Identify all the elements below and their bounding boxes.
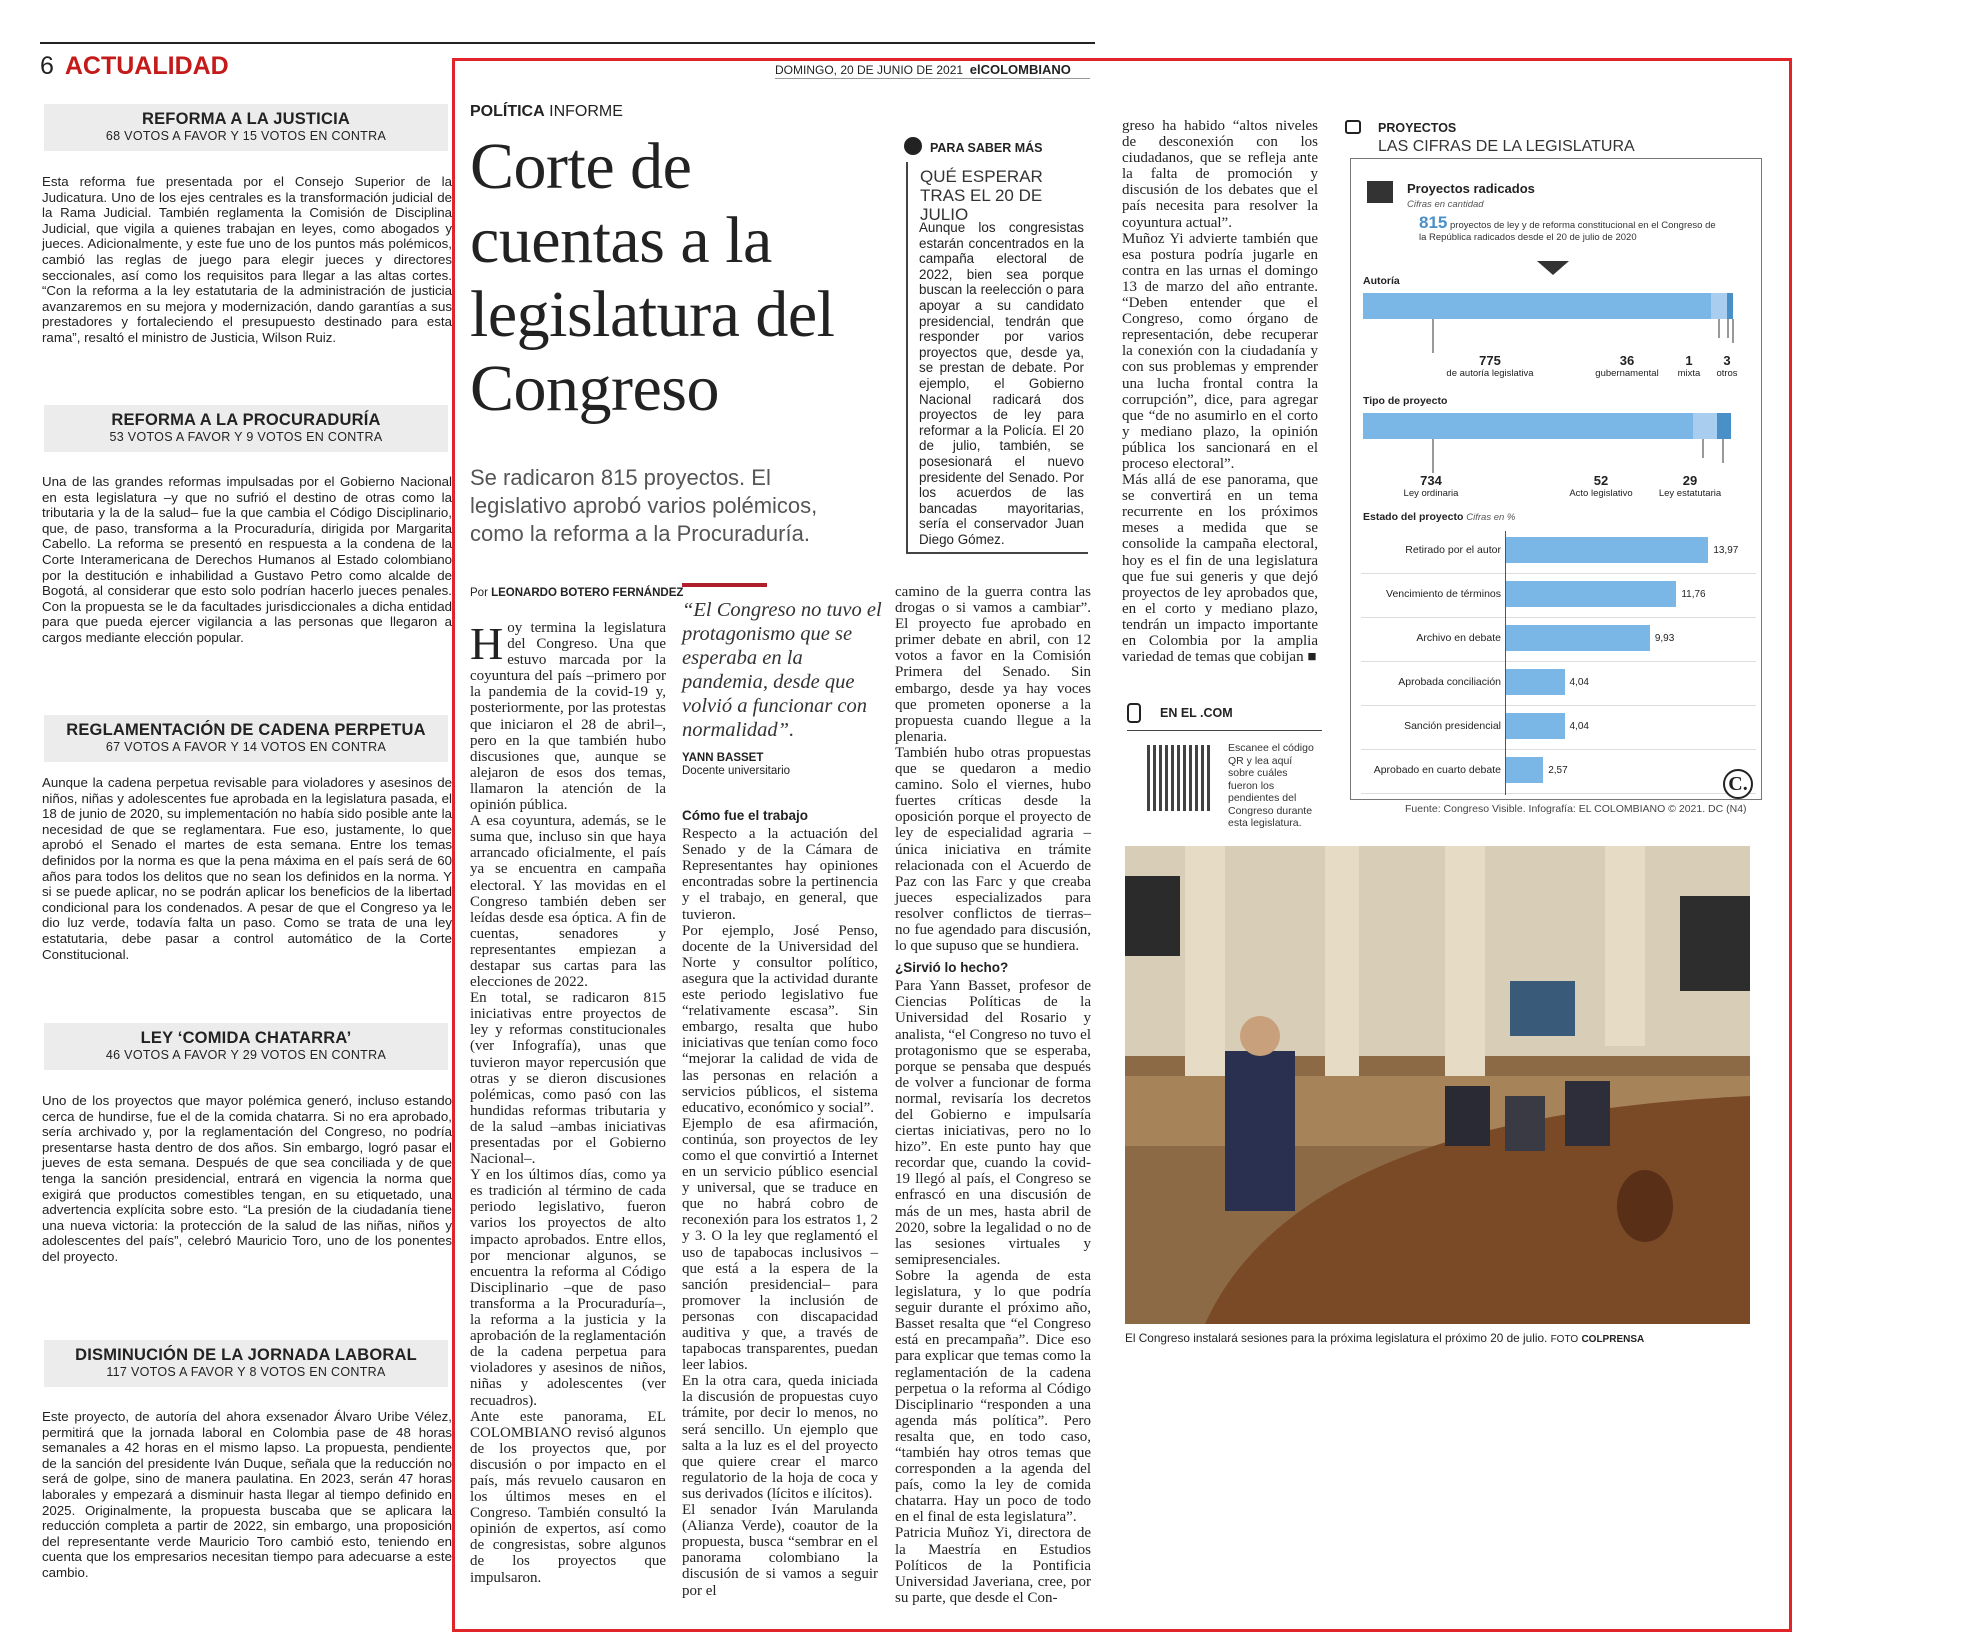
- paper-prefix: el: [969, 62, 981, 77]
- tipo-value: 29: [1682, 473, 1698, 488]
- box-text: Aunque la cadena perpetua revisable para violadores y asesinos de niños, niñas y adolescentes fue aprobada en la legislatura pasada, el 18 de junio de 2020, su implementación no había sido posible ante la necesidad de que se reglamentara. Fue eso, justamente, lo que aprobó el Senado el martes de esta semana. Entre los temas definidos por la norma es que la pena máxima en el país será de 60 años para todos los delitos que no sean los definidos en la norma. Y si se puede aplicar, no se podrán aplicar los beneficios de la libertad condicional para los condenados. A pesar de que el Congreso ya le dio luz verde, todavía falta un paso. Como se trata de una ley estatutaria, debe pasar a control automático de la Corte Constitucional.: [42, 775, 452, 962]
- tipo-item: [1647, 473, 1733, 499]
- bar-row-separator: [1361, 573, 1756, 574]
- autoria-item: [1671, 353, 1707, 379]
- column-text: Para Yann Basset, profesor de Ciencias Políticas de la Universidad del Rosario y analista, “el Congreso no tuvo el protagonismo que se esperaba, porque se pensaba que después de volver a funcionar de forma normal, revisaría los decretos del Gobierno e impulsaría ciertas iniciativas, pero no lo hizo”. En este punto hay que recordar que, cuando la covid-19 llegó al país, el Congreso se enfrascó en una discusión de más de un mes, hasta abril de 2020, sobre la legalidad o no de las sesiones virtuales y semipresenciales. Sobre la agenda de esta legislatura, y lo que podría seguir durante el próximo año, Basset resalta que “el Congreso está en precampaña”. Dice eso para explicar que temas como la reglamentación de la cadena perpetua o la reforma al Código Disciplinario “responden a una agenda más política”. Pero resalta que, en todo caso, “también hay otros temas que corresponden a la agenda del país, como la ley de comida chatarra. Hay un poco de todo en el final de esta legislatura”. Patricia Muñoz Yi, directora de la Maestría en Estudios Políticos de la Pontificia Universidad Javeriana, cree, por su parte, que desde el Con-: [895, 978, 1091, 1606]
- bar-value-label: 4,04: [1569, 677, 1589, 688]
- caption-text: El Congreso instalará sesiones para la próxima legislatura el próximo 20 de julio.: [1125, 1331, 1548, 1345]
- page-header: [40, 52, 229, 81]
- autoria-label: Autoría: [1363, 275, 1400, 287]
- autoria-value: 3: [1723, 353, 1731, 368]
- autoria-value: 36: [1619, 353, 1635, 368]
- autoria-item: [1587, 353, 1667, 379]
- box-title: REFORMA A LA PROCURADURÍA: [111, 411, 381, 429]
- autoria-label-text: de autoría legislativa: [1446, 368, 1534, 379]
- tipo-value: 734: [1420, 473, 1442, 488]
- body-column-4: [1122, 118, 1318, 665]
- paper-name: COLOMBIANO: [980, 62, 1071, 77]
- byline-author: LEONARDO BOTERO FERNÁNDEZ: [491, 587, 684, 599]
- chart-icon: [1345, 120, 1361, 134]
- estado-chart: [1351, 527, 1761, 777]
- box-title: LEY ‘COMIDA CHATARRA’: [140, 1029, 352, 1047]
- en-el-com-label: EN EL .COM: [1160, 706, 1233, 720]
- bar-category-label: Archivo en debate: [1416, 632, 1501, 644]
- bar-0: [1506, 537, 1708, 563]
- dropcap: H: [470, 618, 504, 669]
- column-text: camino de la guerra contra las drogas o si vamos a cambiar”. El proyecto fue aprobado en primer debate en abril, con 12 votos a favor en la Comisión Primera del Senado. Sin embargo, desde ya hay voces que prometen oponerse a la propuesta cuando llegue a la plenaria. También hubo otras propuestas que se quedaron a medio camino. Solo el viernes, hubo fuertes críticas desde la oposición porque el proyecto de ley de especialidad agraria –única iniciativa en trámite relacionada con el Acuerdo de Paz con las Farc y que creaba jueces especializados para resolver conflictos de tierras– no fue agendado para discusión, lo que supuso que se hundiera.: [895, 584, 1091, 955]
- box-text: Este proyecto, de autoría del ahora exsenador Álvaro Uribe Vélez, permitirá que la jornada laboral en Colombia pase de 48 horas semanales a 42 horas en el mismo lapso. La propuesta, pendiente de la sanción del presidente Iván Duque, señala que la reducción no será de golpe, sino de manera paulatina. En 2023, serán 47 horas laborales y empezará a disminuir hasta llegar al tiempo definido en 2025. Originalmente, la propuesta buscaba que se aplicara la reducción completa a partir de 2022, sin embargo, una proposición del representante verde Mauricio Toro cambió esto, teniendo en cuenta que los empresarios necesitan tiempo para adecuarse a este cambio.: [42, 1409, 452, 1580]
- logo-badge: C.: [1723, 769, 1753, 799]
- bar-value-label: 4,04: [1569, 721, 1589, 732]
- photo-speaker-head: [1240, 1016, 1280, 1056]
- bar-4: [1506, 713, 1565, 739]
- bar-category-label: Vencimiento de términos: [1386, 588, 1501, 600]
- credit-pre: FOTO: [1550, 1334, 1579, 1345]
- bar-row-separator: [1361, 793, 1756, 794]
- box-votes: 67 VOTOS A FAVOR Y 14 VOTOS EN CONTRA: [105, 740, 387, 754]
- subhead: ¿Sirvió lo hecho?: [895, 960, 1009, 976]
- body-column-3: [895, 584, 1091, 1606]
- photo-emblem: [1617, 1170, 1673, 1242]
- box-reforma-procuraduria: [44, 405, 448, 452]
- photo-column: [1445, 846, 1485, 1076]
- estado-label: Estado del proyecto: [1363, 511, 1464, 523]
- photo-person: [1565, 1081, 1610, 1146]
- quote-author-role: Docente universitario: [682, 765, 791, 777]
- gavel-icon: [1367, 181, 1393, 203]
- photo-column: [1185, 846, 1225, 1106]
- para-saber-rule: [906, 162, 908, 554]
- column-text: greso ha habido “altos niveles de desconexión con los ciudadanos, que se refleja ante la falta de promoción y discusión de los debates que el país necesita para resolver la coyuntura actual”. Muñoz Yi advierte también que esa postura podría jugarle en contra en las urnas el domingo 13 de marzo del año entrante. “Deben entender que el Congreso, como órgano de representación, debe recuperar la conexión con la ciudadanía y con sus problemas y emprender una lucha frontal contra la corrupción”, dice, para agregar que “de no asumirlo en el corto y mediano plazo, la opinión pública los sancionará en el proceso electoral”. Más allá de ese panorama, que se convertirá en un tema recurrente en los próximos meses a medida que se consolide la campaña electoral, hoy es el fin de una legislatura que fue sui generis y que dejó proyectos de ley aprobados que, en el corto y mediano plazo, tendrán un impacto importante en Colombia por la amplia variedad de temas que cobijan ■: [1122, 118, 1318, 666]
- box-title: REGLAMENTACIÓN DE CADENA PERPETUA: [66, 721, 426, 739]
- tipo-item: [1391, 473, 1471, 499]
- body-column-1: [470, 620, 666, 1586]
- kicker-section: POLÍTICA: [470, 103, 545, 120]
- box-votes: 46 VOTOS A FAVOR Y 29 VOTOS EN CONTRA: [105, 1048, 387, 1062]
- page-number: 6: [40, 52, 54, 80]
- autoria-value: 775: [1479, 353, 1501, 368]
- tipo-bar-estatutaria: [1717, 413, 1731, 439]
- bar-row-separator: [1361, 617, 1756, 618]
- pull-quote: “El Congreso no tuvo el protagonismo que se esperaba en la pandemia, desde que volvió a funcionar con normalidad”.: [682, 599, 882, 741]
- deck: Se radicaron 815 proyectos. El legislativo aprobó varios polémicos, como la reforma a la Procuraduría.: [470, 465, 818, 546]
- photo-speaker: [1225, 1051, 1295, 1211]
- autoria-bar-gubernamental: [1711, 293, 1727, 319]
- autoria-label-text: otros: [1716, 368, 1738, 379]
- byline: [470, 587, 683, 599]
- autoria-bar-legislativa: [1363, 293, 1711, 319]
- estado-unit: Cifras en %: [1466, 512, 1516, 523]
- tipo-label-text: Acto legislativo: [1569, 488, 1633, 499]
- header-rule: [40, 42, 1095, 44]
- bar-axis: [1505, 531, 1506, 795]
- bar-row-separator: [1361, 661, 1756, 662]
- tipo-item: [1561, 473, 1641, 499]
- kicker: [470, 103, 623, 121]
- box-comida-chatarra: [44, 1023, 448, 1070]
- infographic-label: PROYECTOS: [1378, 121, 1457, 135]
- qr-code[interactable]: [1147, 745, 1213, 811]
- phone-icon: [1127, 703, 1141, 723]
- panel-subtitle: Cifras en cantidad: [1407, 199, 1484, 210]
- bar-category-label: Aprobada conciliación: [1398, 676, 1501, 688]
- box-jornada-laboral: [44, 1340, 448, 1387]
- tipo-value: 52: [1593, 473, 1609, 488]
- photo-person: [1445, 1086, 1490, 1146]
- infographic-source: Fuente: Congreso Visible. Infografía: EL COLOMBIANO © 2021. DC (N4): [1405, 803, 1747, 815]
- photo-screen: [1680, 896, 1750, 991]
- autoria-bar-otros: [1727, 293, 1733, 319]
- autoria-item: [1425, 353, 1555, 379]
- bar-5: [1506, 757, 1543, 783]
- bar-value-label: 9,93: [1654, 633, 1675, 644]
- autoria-label-text: gubernamental: [1595, 368, 1659, 379]
- autoria-label-text: mixta: [1677, 368, 1701, 379]
- quote-rule: [682, 583, 767, 587]
- box-votes: 68 VOTOS A FAVOR Y 15 VOTOS EN CONTRA: [105, 129, 387, 143]
- bar-value-label: 11,76: [1681, 589, 1706, 600]
- box-text: Esta reforma fue presentada por el Consejo Superior de la Judicatura. Uno de los ejes centrales es la transformación judicial de la Rama Judicial. También reglamenta la Comisión de Disciplina Judicial, que vigila a quienes trabajan en leyes, como abogados y jueces. Adicionalmente, y este fue uno de los puntos más polémicos, cambió las reglas de juego para elegir jueces y directores seccionales, así como los requisitos para llegar a las altas cortes. “Con la reforma a la ley estatutaria de la administración de justicia avanzaremos en su mejora y modernización, dando garantías a sus prestadores y fortaleciendo el presupuesto destinado para esta rama”, resaltó el ministro de Justicia, Wilson Ruiz.: [42, 174, 452, 345]
- bar-value-label: 2,57: [1548, 765, 1568, 776]
- kicker-type: INFORME: [549, 103, 623, 120]
- photo-column: [1325, 846, 1359, 1076]
- panel-title: Proyectos radicados: [1407, 181, 1535, 196]
- box-text: Uno de los proyectos que mayor polémica generó, incluso estando cerca de hundirse, fue el de la comida chatarra. Si no era aprobado, sería archivado y, por la reglamentación del Congreso, no podría presentarse hasta dentro de dos años. Sin embargo, logró pasar el jueves de esta semana. Después de que sea conciliada y de que tenga la sanción presidencial, entrará en vigencia la norma que exigirá que productos comestibles tengan, en su etiquetado, una advertencia explícita sobre esto. “La presión de la ciudadanía tiene una nueva victoria: la protección de la salud de las niñas, niños y adolescentes del país”, celebró Mauricio Toro, uno de los ponentes del proyecto.: [42, 1093, 452, 1264]
- estado-heading: [1363, 511, 1515, 523]
- para-saber-bottom: [906, 552, 1088, 554]
- tipo-label-text: Ley estatutaria: [1658, 488, 1722, 499]
- bar-category-label: Retirado por el autor: [1405, 544, 1501, 556]
- tipo-bar-ordinaria: [1363, 413, 1693, 439]
- bar-2: [1506, 625, 1650, 651]
- autoria-value: 1: [1685, 353, 1693, 368]
- en-el-com-rule: [1127, 730, 1322, 731]
- date-rule: [775, 78, 1090, 79]
- pin-icon: [904, 137, 922, 155]
- byline-pre: Por: [470, 587, 488, 599]
- infographic-panel: [1350, 158, 1762, 800]
- bar-3: [1506, 669, 1565, 695]
- headline: Corte de cuentas a la legislatura del Congreso: [470, 130, 835, 425]
- total-value: 815: [1419, 213, 1448, 232]
- para-saber-text: Aunque los congresistas estarán concentrados en la campaña electoral de 2022, bien sea porque buscan la reelección o para apoyar a su candidato presidencial, tendrán que responder por varios proyectos que, desde ya, se prestan de debate. Por ejemplo, el Gobierno Nacional radicará dos proyectos de ley para reformar a la Policía. El 20 de julio, también, se posesionará el nuevo presidente del Senado. Por los acuerdos de las bancadas mayoritarias, sería el conservador Juan Diego Gómez.: [919, 220, 1084, 547]
- total-text: proyectos de ley y de reforma constitucional en el Congreso de la República radicados desde el 20 de julio de 2020: [1419, 220, 1716, 243]
- bar-category-label: Aprobado en cuarto debate: [1373, 764, 1501, 776]
- bar-value-label: 13,97: [1713, 545, 1739, 556]
- bar-1: [1506, 581, 1676, 607]
- date-line: [775, 62, 1071, 77]
- box-text: Una de las grandes reformas impulsadas por el Gobierno Nacional en esta legislatura –y que no sufrió el destino de otras como la tributaria y la de la salud– fue la que cambia el Código Disciplinario, que, de paso, transforma a la Procuraduría, dirigida por Margarita Cabello. La reforma se presentó en respuesta a la condena de la Corte Interamericana de Derechos Humanos al Estado colombiano por la destitución e inhabilidad a Gustavo Petro como alcalde de Bogotá, al considerar que esto solo podrían hacerlo jueces penales. Con la propuesta se le da facultades jurisdiccionales a dicha entidad para que pueda ejercer vigilancia a las personas que llegaron a cargos mediante elección popular.: [42, 474, 452, 645]
- section-name: ACTUALIDAD: [64, 52, 229, 80]
- photo-screen: [1125, 876, 1180, 956]
- bar-row-separator: [1361, 749, 1756, 750]
- column-text: oy termina la legislatura del Congreso. Una que estuvo marcada por la coyuntura del país –primero por la pandemia de la covid-19 y, posteriormente, por las protestas que iniciaron el 28 de abril–, pero en la que también hubo discusiones que, aunque se alejaron de esos dos temas, llamaron la atención de la opinión pública. A esa coyuntura, además, se le suma que, incluso sin que haya arrancado oficialmente, el país ya se encuentra en campaña electoral. Y las movidas en el Congreso también deben ser leídas desde esa óptica. A fin de cuentas, senadores y representantes empiezan a destapar sus cartas para las elecciones de 2022. En total, se radicaron 815 iniciativas entre proyectos de ley y reformas constitucionales (ver Infografía), unas que tuvieron mayor repercusión que otras y se dieron discusiones polémicas, como pasó con las hundidas reformas tributaria y de la salud –ambas iniciativas presentadas por el Gobierno Nacional–. Y en los últimos días, como ya es tradición al término de cada periodo legislativo, fueron varios los proyectos de alto impacto aprobados. Entre ellos, por mencionar algunos, se encuentra la reforma al Código Disciplinario –que de paso transforma a la Procuraduría–, la reforma a la justicia y la aprobación de la reglamentación de la cadena perpetua para violadores y asesinos de niños, niñas y adolescentes (ver recuadros). Ante este panorama, EL COLOMBIANO revisó algunos de los proyectos que, por discusión o por impacto en el país, más revuelo causaron en los últimos meses en el Congreso. También consultó la opinión de expertos, así como de congresistas, sobre algunos de los proyectos que impulsaron.: [470, 620, 666, 1586]
- para-saber-label: PARA SABER MÁS: [930, 141, 1043, 155]
- infographic-title: LAS CIFRAS DE LA LEGISLATURA: [1378, 138, 1635, 155]
- date-text: DOMINGO, 20 DE JUNIO DE 2021: [775, 63, 964, 77]
- credit-name: COLPRENSA: [1581, 1334, 1645, 1345]
- tipo-bar-acto: [1693, 413, 1717, 439]
- box-votes: 53 VOTOS A FAVOR Y 9 VOTOS EN CONTRA: [109, 430, 383, 444]
- photo-caption: [1125, 1331, 1644, 1345]
- arrow-down-icon: [1537, 261, 1569, 275]
- box-cadena-perpetua: [44, 715, 448, 762]
- box-title: REFORMA A LA JUSTICIA: [141, 110, 350, 128]
- total-block: [1419, 213, 1717, 244]
- congress-photo: [1125, 846, 1750, 1324]
- en-el-com-text: Escanee el código QR y lea aquí sobre cuáles fueron los pendientes del Congreso durante esta legislatura.: [1228, 742, 1314, 829]
- box-title: DISMINUCIÓN DE LA JORNADA LABORAL: [75, 1346, 417, 1364]
- subhead: Cómo fue el trabajo: [682, 808, 809, 823]
- photo-screen: [1510, 981, 1575, 1036]
- photo-column: [1605, 846, 1645, 1046]
- quote-author: [682, 752, 790, 778]
- para-saber-heading: QUÉ ESPERAR TRAS EL 20 DE JULIO: [920, 167, 1043, 224]
- bar-category-label: Sanción presidencial: [1404, 720, 1501, 732]
- tipo-label-text: Ley ordinaria: [1403, 488, 1459, 499]
- quote-author-name: YANN BASSET: [682, 752, 764, 764]
- body-column-2: [682, 802, 878, 1599]
- tipo-label: Tipo de proyecto: [1363, 395, 1448, 407]
- autoria-item: [1709, 353, 1745, 379]
- box-reforma-justicia: [44, 104, 448, 151]
- bar-row-separator: [1361, 705, 1756, 706]
- column-text: Respecto a la actuación del Senado y de la Cámara de Representantes hay opiniones encontradas sobre la pertinencia y el trabajo, en general, que tuvieron. Por ejemplo, José Penso, docente de la Universidad del Norte y consultor político, asegura que la actividad durante este periodo legislativo fue “relativamente escasa”. Sin embargo, resalta que hubo iniciativas que tenían como foco “mejorar la calidad de vida de las personas en relación a servicios públicos, el sistema educativo, económico y social”. Ejemplo de esa afirmación, continúa, son proyectos de ley como el que convirtió a Internet en un servicio público esencial y universal, que se traduce en que no habrá cobro de reconexión para los estratos 1, 2 y 3. O la ley que reglamentó el uso de tapabocas inclusivos –que está a la espera de la sanción presidencial– para promover la inclusión de personas con discapacidad auditiva y que, a través de tapabocas transparentes, puedan leer labios. En la otra cara, queda iniciada la discusión de propuestas cuyo trámite, por decir lo menos, no será sencillo. Un ejemplo que salta a la luz es el del proyecto que quiere crear el marco regulatorio de la hoja de coca y sus derivados (lícitos e ilícitos). El senador Iván Marulanda (Alianza Verde), coautor de la propuesta, busca “sembrar en el panorama colombiano la discusión de si vamos a seguir por el: [682, 826, 878, 1599]
- box-votes: 117 VOTOS A FAVOR Y 8 VOTOS EN CONTRA: [106, 1365, 386, 1379]
- photo-person: [1505, 1096, 1545, 1151]
